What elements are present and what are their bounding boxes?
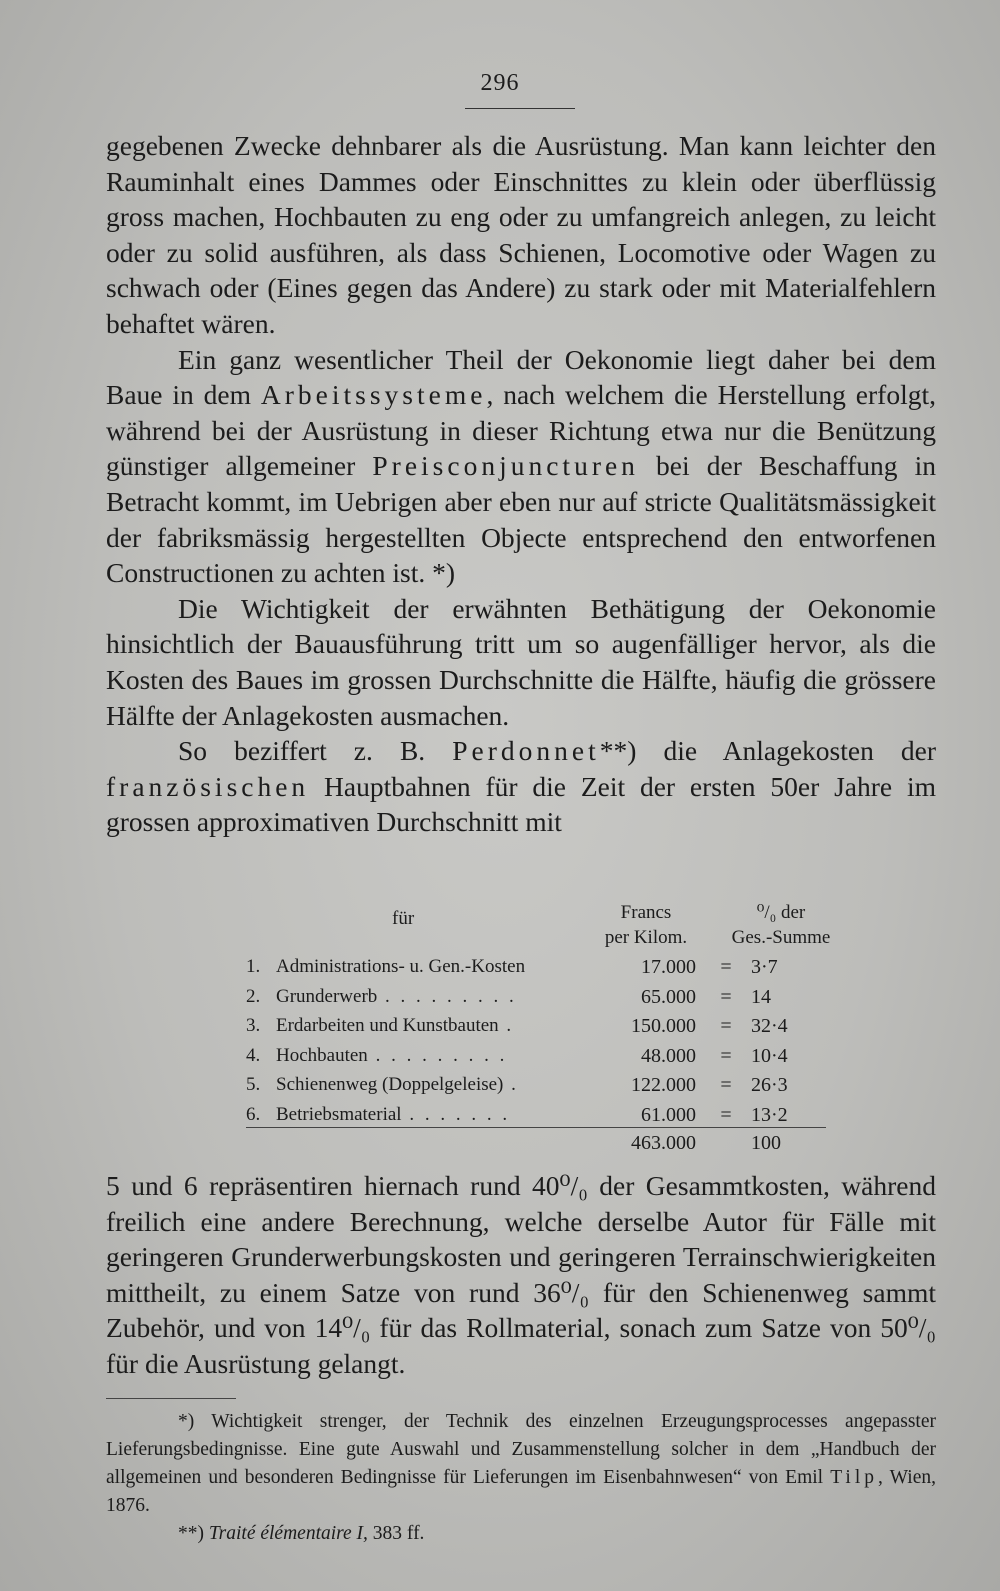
row-number: 4. — [246, 1044, 261, 1066]
row-number: 3. — [246, 1015, 261, 1036]
row-equals: = — [720, 1103, 732, 1126]
row-label — [276, 986, 591, 1008]
row-number: 6. — [246, 1103, 261, 1125]
main-text — [106, 128, 936, 840]
header-percent — [716, 900, 846, 950]
row-equals: = — [720, 956, 732, 978]
table-row — [246, 1100, 846, 1130]
header-francs — [591, 900, 701, 950]
after-table-text — [106, 1168, 936, 1382]
paragraph-2-part-2: , nach welchem die Herstellung erfolgt, während bei der Ausrüstung in dieser Richtung etwa nur die Benützung günstiger allgemeiner — [106, 379, 936, 482]
total-francs: 463.000 — [631, 1132, 696, 1154]
header-fuer: für — [392, 908, 415, 929]
row-equals: = — [720, 1074, 732, 1096]
table-row — [246, 1041, 846, 1071]
row-equals: = — [720, 1044, 732, 1067]
paragraph-4-part-1: So beziffert z. B. — [178, 735, 453, 767]
footnotes — [106, 1408, 936, 1548]
row-number: 2. — [246, 985, 261, 1007]
footnote-2-pages: 383 ff. — [367, 1523, 425, 1544]
paragraph-2-part-1: Ein ganz wesentlicher Theil der Oekonomie liegt daher bei dem Baue in dem — [106, 343, 936, 411]
emphasis-preisconjuncturen: Preisconjuncturen — [372, 450, 639, 482]
row-francs: 122.000 — [631, 1074, 696, 1096]
header-percent-line-1: ⁰/₀ der — [756, 902, 806, 923]
cost-table — [246, 900, 846, 1154]
table-row — [246, 1011, 846, 1041]
page-number: 296 — [480, 70, 520, 96]
row-percent: 3·7 — [751, 956, 778, 978]
table-sum-rule — [246, 1127, 826, 1128]
row-francs: 61.000 — [641, 1103, 696, 1126]
footnote-rule — [106, 1398, 236, 1399]
emphasis-perdonnet: Perdonnet — [452, 735, 600, 767]
row-equals: = — [720, 1015, 732, 1037]
row-label-text: Schienenweg (Doppelgeleise) — [276, 1074, 504, 1095]
row-number: 1. — [246, 956, 261, 977]
row-label-text: Hochbauten — [276, 1044, 368, 1066]
row-label — [276, 1074, 591, 1096]
row-label — [276, 956, 591, 978]
row-label — [276, 1045, 591, 1067]
paragraph-3: Die Wichtigkeit der erwähnten Bethätigung der Oekonomie hinsichtlich der Bauausführung tritt um so augenfälliger hervor, als die Kosten des Baues im grossen Durchschnitte die Hälfte, häufig die grössere Hälfte der Anlagekosten ausmachen. — [106, 592, 936, 731]
row-percent: 10·4 — [751, 1044, 788, 1067]
header-percent-line-2: Ges.-Summe — [731, 927, 831, 948]
footnote-2-title: Traité élémentaire I, — [208, 1523, 368, 1544]
table-row — [246, 952, 846, 982]
paragraph-4 — [106, 733, 936, 840]
row-francs: 17.000 — [641, 956, 696, 978]
paragraph-2-part-3: bei der Beschaffung in Betracht kommt, im Uebrigen aber eben nur auf stricte Qualitätsmässigkeit der fabriksmässig hergestellten Objecte entsprechend den entworfenen Constructionen zu achten ist. *) — [106, 450, 936, 589]
footnote-1-part-2: , Wien, 1876. — [106, 1467, 936, 1516]
emphasis-tilp: Tilp — [830, 1467, 879, 1488]
row-percent: 14 — [751, 985, 771, 1008]
row-leader-dots: . . . . . . . — [401, 1103, 511, 1125]
row-label-text: Betriebsmaterial — [276, 1103, 402, 1125]
row-francs: 150.000 — [631, 1015, 696, 1037]
row-label — [276, 1015, 591, 1037]
row-percent: 32·4 — [751, 1015, 788, 1037]
paragraph-4-part-3: Hauptbahnen für die Zeit der ersten 50er Jahre im grossen approximativen Durchschnitt mit — [106, 770, 936, 838]
table-total-row — [246, 1132, 846, 1162]
row-leader-dots: . — [503, 1074, 519, 1095]
row-leader-dots: . — [498, 1015, 515, 1036]
row-leader-dots: . . . . . . . . . — [367, 1044, 508, 1066]
total-percent: 100 — [751, 1132, 781, 1154]
paragraph-5: 5 und 6 repräsentiren hiernach rund 40⁰/₀ der Gesammtkosten, während freilich eine andere Berechnung, welche derselbe Autor für Fälle mit geringeren Grunderwerbungskosten und geringeren Terrainschwierigkeiten mittheilt, zu einem Satze von rund 36⁰/₀ für den Schienenweg sammt Zubehör, und von 14⁰/₀ für das Rollmaterial, sonach zum Satze von 50⁰/₀ für die Ausrüstung gelangt. — [106, 1170, 936, 1379]
row-label-text: Erdarbeiten und Kunstbauten — [276, 1015, 499, 1036]
footnote-2-marker: **) — [178, 1523, 209, 1544]
row-leader-dots: . . . . . . . . . — [377, 985, 517, 1007]
paragraph-2 — [106, 342, 936, 591]
paragraph-1: gegebenen Zwecke dehnbarer als die Ausrüstung. Man kann leichter den Rauminhalt eines Dammes oder Einschnittes zu klein oder überflüssig gross machen, Hochbauten zu eng oder zu umfangreich anlegen, zu leicht oder zu solid ausführen, als dass Schienen, Locomotive oder Wagen zu schwach oder (Eines gegen das Andere) zu stark oder mit Materialfehlern behaftet wären. — [106, 130, 936, 339]
emphasis-franzoesischen: französischen — [106, 770, 310, 802]
footnote-1 — [106, 1408, 936, 1520]
footnote-1-part-1: *) Wichtigkeit strenger, der Technik des einzelnen Erzeugungsprocesses angepasster Lieferungsbedingnisse. Eine gute Auswahl und Zusammenstellung solcher in dem „Handbuch der allgemeinen und besonderen Bedingnisse für Lieferungen im Eisenbahnwesen“ von Emil — [106, 1411, 936, 1488]
emphasis-arbeitssysteme: Arbeitssysteme — [260, 379, 487, 411]
row-francs: 48.000 — [641, 1044, 696, 1067]
table-header — [246, 900, 846, 952]
row-label-text: Administrations- u. Gen.-Kosten — [276, 956, 526, 977]
row-label — [276, 1104, 591, 1126]
row-number: 5. — [246, 1074, 261, 1095]
footnote-2 — [106, 1520, 936, 1548]
row-label-text: Grunderwerb — [276, 985, 378, 1007]
paragraph-4-part-2: **) die Anlagekosten der — [599, 735, 937, 767]
table-row — [246, 982, 846, 1012]
header-francs-line-2: per Kilom. — [604, 927, 688, 948]
header-francs-line-1: Francs — [620, 902, 672, 923]
table-row — [246, 1070, 846, 1100]
row-francs: 65.000 — [641, 985, 696, 1008]
page-number-rule — [465, 108, 575, 109]
row-percent: 13·2 — [751, 1103, 788, 1126]
row-equals: = — [720, 985, 732, 1008]
row-percent: 26·3 — [751, 1074, 788, 1096]
